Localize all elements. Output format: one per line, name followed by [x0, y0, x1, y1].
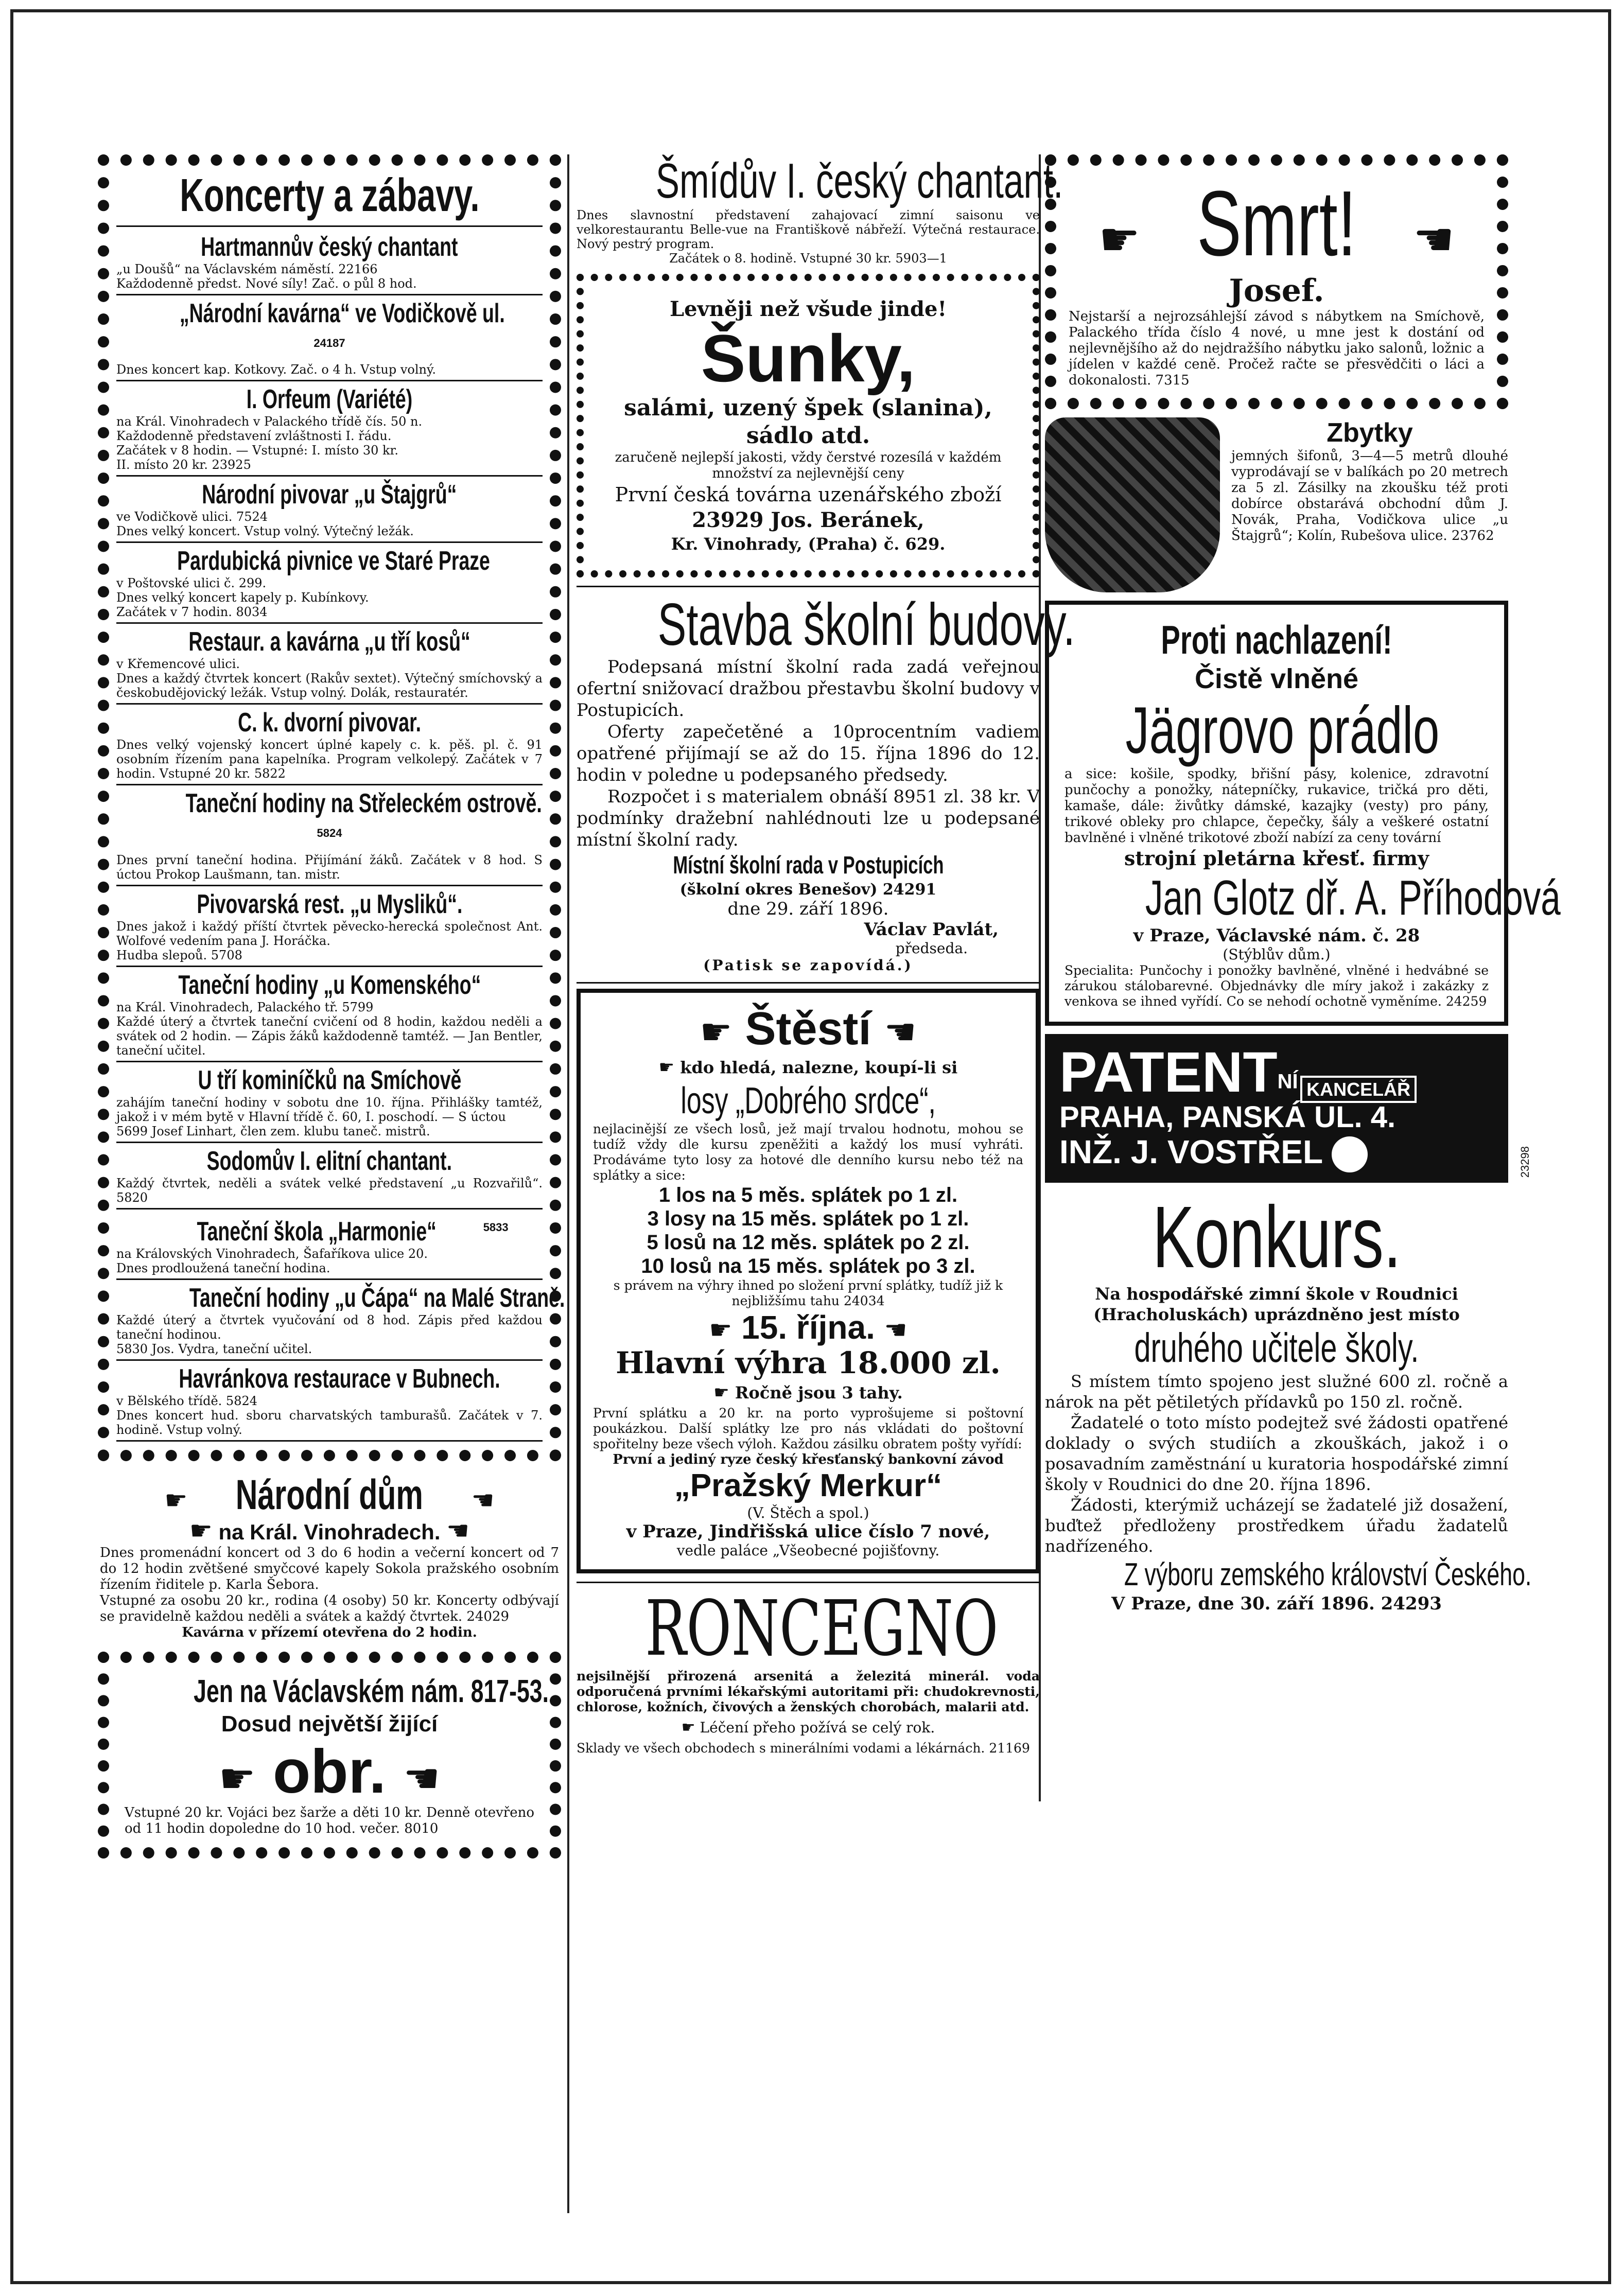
concert-item — [116, 788, 543, 886]
stavba-name: Václav Pavlát, — [864, 919, 999, 940]
stesti-title: ☛ Štěstí ☚ — [700, 1003, 917, 1055]
smiduv-text: Začátek o 8. hodině. Vstupné 30 kr. 5903—1 — [669, 251, 947, 266]
konkurs-title: Konkurs. — [1152, 1188, 1401, 1287]
concert-item — [116, 546, 543, 624]
stesti-plan-line: 10 losů na 15 měs. splátek po 3 zl. — [641, 1255, 975, 1277]
narodni-dum-title: ☛ Národní dům ☚ — [164, 1471, 495, 1518]
concert-item-text: Každé úterý a čtvrtek taneční cvičení od 8 hodin, každou neděli a svátek od 2 hodin. — Zápis žáků každodenně tamtéž. — Jan Bentler, taneční učitel. — [116, 1014, 543, 1058]
concert-item — [116, 480, 543, 543]
pointing-hand-icon: ☛ — [218, 1754, 256, 1802]
stesti-text: s právem na výhry ihned po složení první splátky, tudíž již k nejbližšímu tahu 24034 — [613, 1278, 1003, 1308]
concert-item-title: „Národní kavárna“ ve Vodičkově ul.$^{24187}$ — [179, 299, 505, 349]
concert-item-title: Taneční škola „Harmonie“ $^{5833}$ — [197, 1216, 509, 1247]
concert-item-title: Restaur. a kavárna „u tří kosů“ — [188, 627, 470, 657]
concert-item — [116, 1364, 543, 1442]
concert-item-text: Každodenně předst. Nové síly! Zač. o půl 8 hod. — [116, 276, 417, 291]
concert-item-text: Dnes prodloužená taneční hodina. — [116, 1260, 330, 1275]
roncegno-text: nejsilnější přirozená arsenitá a železitá minerál. voda odporučená prvními lékařskými autoritami při: chudokrevnosti, chlorose, kožních, čivových a ženských chorobách, malarii atd. — [577, 1669, 1040, 1714]
concert-item — [116, 970, 543, 1062]
stesti-text: První splátku a 20 kr. na porto vyprošujeme si poštovní poukázkou. Další splátky lze pro nás vkládati do poštovní spořitelny beze všech výloh. Každou zásilku obratem pošty vyřídí: — [593, 1406, 1023, 1451]
pradlo-ad — [1045, 601, 1561, 1026]
sunky-line3: 23929 Jos. Beránek, — [692, 508, 924, 532]
concert-item-title: I. Orfeum (Variété) — [246, 384, 413, 415]
pointing-hand-icon: ☚ — [471, 1485, 495, 1515]
concert-item-text: Začátek v 8 hodin. — Vstupné: I. místo 30 kr. — [116, 443, 399, 458]
obr-line2: Dosud největší žijící — [221, 1711, 438, 1737]
smiduv-text: Dnes slavnostní představení zahajovací zimní saisonu ve velkorestaurantu Belle-vue na Františkově nábřeží. Výtečná restaurace. Nový pestrý program. — [577, 208, 1040, 251]
stesti-prize: Hlavní výhra 18.000 zl. — [616, 1345, 1001, 1380]
smrt-name: Josef. — [1229, 273, 1324, 309]
narodni-dum-text: Vstupné za osobu 20 kr., rodina (4 osoby) 50 kr. Koncerty odbývají se pravidelně každou neděli a svátek a každý čtvrtek. 24029 — [100, 1592, 559, 1624]
concert-item-text: Dnes velký koncert. Vstup volný. Výtečný ležák. — [116, 524, 414, 539]
patent-header: $PATENT^{NÍ}$ KANCELÁŘ — [1059, 1044, 1494, 1101]
pradlo-addr2: (Stýblův dům.) — [1223, 946, 1331, 963]
narodni-dum-ad — [98, 1469, 561, 1643]
concert-item-title: Pardubická pivnice ve Staré Praze — [177, 546, 490, 576]
concert-item-text: na Král. Vinohradech v Palackého třídě čís. 50 n. — [116, 414, 423, 429]
zbytky-ad — [1045, 417, 1508, 592]
narodni-dum-text: Kavárna v přízemí otevřena do 2 hodin. — [182, 1624, 477, 1640]
obr-word: ☛ obr. ☚ — [218, 1737, 441, 1806]
sunky-line2: První česká továrna uzenářského zboží — [615, 483, 1002, 506]
konkurs-signature: Z výboru zemského království Českého. — [1124, 1557, 1532, 1593]
column-middle — [577, 153, 1075, 1764]
pointing-hand-icon: ☚ — [403, 1754, 441, 1802]
obr-text: Vstupné 20 kr. Vojáci bez šarže a děti 10 kr. Denně otevřeno od 11 hodin dopoledne do 10 hod. večer. 8010 — [125, 1804, 534, 1836]
column-rule — [567, 154, 569, 2213]
narodni-dum-subtitle: ☛ na Král. Vinohradech. ☚ — [189, 1515, 469, 1546]
concerts-title: Koncerty a zábavy. — [179, 170, 480, 221]
obr-ad — [98, 1652, 561, 1859]
concert-item-text: na Královských Vinohradech, Šafaříkova ulice 20. — [116, 1246, 428, 1261]
concert-item-text: zahájím taneční hodiny v sobotu dne 10. října. Přihlášky tamtéž, jakož i v mém bytě v Hlavní třídě č. 60, I. poschodí. — S úctou — [116, 1095, 543, 1124]
concert-item-text: Hudba slepoů. 5708 — [116, 948, 242, 962]
concert-item-text: 5830 Jos. Vydra, taneční učitel. — [116, 1341, 312, 1356]
konkurs-headline: druhého učitele školy. — [1134, 1325, 1419, 1371]
konkurs-ad — [1045, 1188, 1532, 1615]
sunky-title: Šunky, — [701, 321, 916, 396]
stesti-firm2: (V. Štěch a spol.) — [747, 1504, 869, 1521]
roncegno-line2: ☛ Léčení přeho požívá se celý rok. — [681, 1719, 935, 1737]
concert-item-text: ve Vodičkově ulici. 7524 — [116, 510, 268, 524]
concert-list — [116, 232, 565, 1442]
circle-mark-icon — [1332, 1136, 1368, 1172]
concert-item-title: Taneční hodiny „u Komenského“ — [178, 970, 481, 1000]
pointing-hand-icon: ☛ — [189, 1515, 213, 1546]
stesti-plan-line: 1 los na 5 měs. splátek po 1 zl. — [658, 1184, 958, 1206]
stesti-ad — [577, 989, 1040, 1573]
stesti-plan — [593, 1183, 1023, 1278]
stesti-draws: ☛ Ročně jsou 3 tahy. — [713, 1382, 903, 1403]
stavba-paragraph: Rozpočet i s materialem obnáší 8951 zl. 38 kr. V podmínky dražební nahlédnouti lze u podepsané místní školní rady. — [577, 786, 1040, 850]
concert-item-text: Dnes velký vojenský koncert úplné kapely c. k. pěš. pl. č. 91 osobním řízením pana kapelníka. Program velkolepý. Začátek v 7 hodin. Vstupné 20 kr. 5822 — [116, 738, 543, 781]
pradlo-line1: Čistě vlněné — [1194, 663, 1359, 694]
pointing-hand-icon: ☛ — [658, 1057, 675, 1078]
concert-item-text: II. místo 20 kr. 23925 — [116, 458, 251, 472]
stavba-signature: Místní školní rada v Postupicích — [672, 852, 944, 879]
stavba-date: dne 29. září 1896. — [727, 899, 889, 919]
roncegno-text: Sklady ve všech obchodech s minerálními vodami a lékárnách. 21169 — [577, 1741, 1030, 1756]
concert-item — [116, 299, 543, 381]
sunky-text: zaručeně nejlepší jakosti, vždy čerstvé rozesílá v každém množství za nejlevnější ceny — [615, 450, 1002, 481]
concert-item-title: Havránkova restaurace v Bubnech. — [179, 1363, 500, 1394]
zbytky-text: jemných šifonů, 3—4—5 metrů dlouhé vyprodávají se v balíkách po 20 metrech za 5 zl. Zásilky na zkoušku též proti dobírce obstarává obchodní dům J. Novák, Praha, Vodičkova ulice „u Štajgrů“; Kolín, Rubešova ulice. 23762 — [1231, 448, 1508, 544]
pointing-hand-icon: ☛ — [713, 1382, 729, 1403]
concert-item — [116, 889, 543, 967]
konkurs-text: Žádosti, kterýmiž ucházejí se žadatelé již dosažení, buďtež předloženy prostředkem úřadu žadatelů nadřízeného. — [1045, 1495, 1508, 1556]
patent-line2: INŽ. J. VOSTŘEL — [1059, 1134, 1494, 1172]
sunky-top: Levněji než všude jinde! — [669, 297, 947, 321]
pointing-hand-icon: ☛ — [681, 1719, 695, 1737]
pradlo-addr: v Praze, Václavské nám. č. 28 — [1133, 925, 1420, 946]
pointing-hand-icon: ☛ — [164, 1485, 188, 1515]
patent-ad — [1045, 1034, 1531, 1183]
concert-item-title: Hartmannův český chantant — [201, 232, 458, 262]
concert-item-title: Sodomův I. elitní chantant. — [206, 1146, 452, 1176]
concert-item-text: v Poštovské ulici č. 299. — [116, 576, 267, 591]
concert-item-text: Dnes jakož i každý příští čtvrtek pěvecko-herecká společnost Ant. Wolfové vedením pana J. Horáčka. — [116, 919, 543, 948]
pradlo-text: a sice: košile, spodky, břišní pásy, kolenice, zdravotní punčochy a ponožky, nátepníčky, rukavice, tričká pro děti, kamaše, dále: živůtky dámské, kazajky (vesty) pro pány, trikové obleky pro chlapce, čepečky, šály a veškeré ostatní bavlněné i vlněné trikotové zboží nabízí za ceny tovární — [1064, 766, 1489, 846]
stesti-date: ☛ 15. října. ☚ — [709, 1309, 908, 1346]
concert-item-text: Každý čtvrtek, neděli a svátek velké představení „u Rozvařilů“. 5820 — [116, 1176, 543, 1205]
patent-ref: 23298 — [1519, 1146, 1531, 1178]
stesti-text: nejlacinější ze všech losů, jež mají trvalou hodnotu, mohou se tudíž vždy dle kursu zpeněžiti a každý los musí vyhráti. Prodáváme tyto losy za hotové dle denního kursu nebo též na splátky a sice: — [593, 1121, 1023, 1183]
concert-item-text: Dnes koncert hud. sboru charvatských tamburašů. Začátek v 7. hodině. Vstup volný. — [116, 1408, 543, 1437]
pradlo-name: Jägrovo prádlo — [1125, 694, 1440, 767]
stavba-signature: (školní okres Benešov) 24291 — [679, 881, 937, 899]
concert-item-text: „u Doušů“ na Václavském náměstí. 22166 — [116, 262, 378, 276]
concert-item — [116, 627, 543, 705]
concert-item-text: na Král. Vinohradech, Palackého tř. 5799 — [116, 1000, 374, 1014]
pointing-hand-icon: ☚ — [884, 1011, 917, 1053]
obr-line1: Jen na Václavském nám. 817-53. — [194, 1673, 549, 1709]
smrt-ad — [1045, 154, 1508, 409]
smiduv-ad — [577, 153, 1063, 266]
concert-item — [116, 1065, 543, 1143]
concert-item — [116, 1283, 565, 1361]
concert-item-text: Každé úterý a čtvrtek vyučování od 8 hod. Zápis před každou taneční hodinou. — [116, 1312, 543, 1342]
sunky-line4: Kr. Vinohrady, (Praha) č. 629. — [671, 534, 946, 554]
column-left — [98, 154, 565, 1859]
concert-item — [116, 708, 543, 785]
stesti-addr2: vedle paláce „Všeobecné pojišťovny. — [676, 1542, 940, 1559]
smiduv-title: Šmídův I. český chantant. — [655, 153, 1063, 208]
pradlo-line2: strojní pletárna křesť. firmy — [1124, 847, 1429, 870]
pointing-hand-icon: ☚ — [446, 1515, 469, 1546]
pointing-hand-icon: ☛ — [1098, 213, 1140, 267]
concert-item-text: v Křemencové ulici. — [116, 657, 240, 672]
sunky-ad — [577, 274, 1040, 577]
pradlo-title: Proti nachlazení! — [1161, 617, 1392, 662]
concert-item-title: Taneční hodiny „u Čápa“ na Malé Straně. — [189, 1283, 565, 1313]
concert-item-title: Taneční hodiny na Střeleckém ostrově.$^{5824}$ — [185, 788, 542, 840]
konkurs-text: Žadatelé o toto místo podejtež své žádosti opatřené doklady o svých studiích a zkouškách, jakož i o posavadním zaměstnání u kuratoria hospodářské zimní školy v Roudnici do dne 20. října 1896. — [1045, 1413, 1508, 1495]
narodni-dum-text: Dnes promenádní koncert od 3 do 6 hodin a večerní koncert od 7 do 12 hodin zvětšené smyčcové kapely Sokola pražského osobním řízením řiditele p. Karla Šebora. — [100, 1545, 559, 1592]
pradlo-firm: Jan Glotz dř. A. Příhodová — [1145, 870, 1561, 925]
stavba-note: (Patisk se zapovídá.) — [703, 957, 913, 974]
pradlo-spec: Specialita: Punčochy i ponožky bavlněné, vlněné i hedvábné se zárukou stálobarevné. Objednávky dle míry jakož i zakázky z venkova se ihned vyřídí. Co se nehodí ochotně vyměníme. 24259 — [1064, 963, 1489, 1009]
concert-item — [116, 384, 543, 477]
concert-item-title: Národní pivovar „u Štajgrů“ — [202, 480, 457, 510]
stesti-line1: ☛ kdo hledá, nalezne, koupí-li si — [658, 1057, 958, 1078]
concert-item-text: Každodenně představení zvláštnosti I. řádu. — [116, 429, 392, 444]
concerts-box — [98, 154, 565, 1461]
stesti-firm: „Pražský Merkur“ — [674, 1468, 943, 1503]
column-right — [1045, 154, 1561, 1622]
stesti-plan-line: 3 losy na 15 měs. splátek po 1 zl. — [647, 1207, 969, 1230]
pointing-hand-icon: ☛ — [709, 1315, 732, 1345]
concert-item-text: Dnes koncert kap. Kotkovy. Zač. o 4 h. Vstup volný. — [116, 362, 436, 377]
stesti-addr: v Praze, Jindřišská ulice číslo 7 nové, — [626, 1521, 990, 1542]
concert-item-text: v Bělského třídě. 5824 — [116, 1393, 257, 1408]
pointing-hand-icon: ☛ — [700, 1011, 732, 1053]
konkurs-text: S místem tímto spojeno jest služné 600 zl. ročně a nárok na pět pětiletých přídavků po 150 zl. ročně. — [1045, 1372, 1508, 1412]
stavba-paragraph: Oferty zapečetěné a 10procentním vadiem opatřené přijímají se až do 15. října 1896 do 12. hodin v poledne u podepsaného předsedy. — [577, 722, 1040, 785]
concert-item — [116, 1146, 543, 1210]
stesti-text: První a jediný ryze český křesťanský bankovní závod — [613, 1452, 1004, 1467]
concert-item-text: Dnes a každý čtvrtek koncert (Rakův sextet). Výtečný smíchovský a českobudějovický ležák. Vstup volný. Dolák, restauratér. — [116, 671, 543, 700]
konkurs-date: V Praze, dne 30. září 1896. 24293 — [1111, 1593, 1442, 1615]
stavba-ad — [577, 591, 1075, 974]
stavba-paragraph: Podepsaná místní školní rada zadá veřejnou ofertní snižovací dražbou přestavbu školní budovy v Postupicích. — [577, 657, 1040, 721]
sunky-subtitle: salámi, uzený špek (slanina), sádlo atd. — [624, 395, 992, 449]
stesti-line2: losy „Dobrého srdce“, — [680, 1080, 936, 1121]
concert-item-title: U tří kominíčků na Smíchově — [198, 1065, 461, 1095]
concert-item-text: Dnes velký koncert kapely p. Kubínkovy. — [116, 590, 369, 605]
concert-item-text: Začátek v 7 hodin. 8034 — [116, 605, 268, 620]
stavba-title: Stavba školní budovy. — [657, 591, 1075, 658]
smrt-text: Nejstarší a nejrozsáhlejší závod s nábytkem na Smíchově, Palackého třída číslo 4 nové, u mne jest k dostání od nejlevnějšího až do nejdražšího nábytku jako salonů, ložnic a jídelen v každé ceně. Pročež račte se přesvědčiti o láci a dokonalosti. 7315 — [1069, 309, 1485, 388]
roncegno-ad — [577, 1584, 1040, 1756]
roncegno-title: RONCEGNO — [645, 1584, 999, 1673]
stavba-role: předseda. — [895, 940, 968, 957]
concert-item-title: C. k. dvorní pivovar. — [238, 708, 421, 738]
concert-item — [116, 232, 543, 295]
stesti-plan-line: 5 losů na 12 měs. splátek po 2 zl. — [647, 1231, 970, 1254]
konkurs-text: Na hospodářské zimní škole v Roudnici (Hracholuskách) uprázdněno jest místo — [1093, 1284, 1460, 1325]
patent-line1: PRAHA, PANSKÁ UL. 4. — [1059, 1100, 1396, 1134]
zbytky-title: Zbytky — [1327, 418, 1413, 448]
concert-item-title: Pivovarská rest. „u Mysliků“. — [196, 889, 463, 919]
concert-item-text: 5699 Josef Linhart, člen zem. klubu taneč. mistrů. — [116, 1124, 430, 1138]
pointing-hand-icon: ☚ — [884, 1315, 908, 1345]
fabric-bundle-picture — [1045, 417, 1220, 592]
smrt-title: ☛ Smrt! ☚ — [1098, 172, 1455, 275]
concert-item-text: Dnes první taneční hodina. Přijímání žáků. Začátek v 8 hod. S úctou Prokop Laušmann, tan. mistr. — [116, 852, 543, 882]
concert-item — [116, 1213, 543, 1280]
pointing-hand-icon: ☚ — [1413, 213, 1455, 267]
